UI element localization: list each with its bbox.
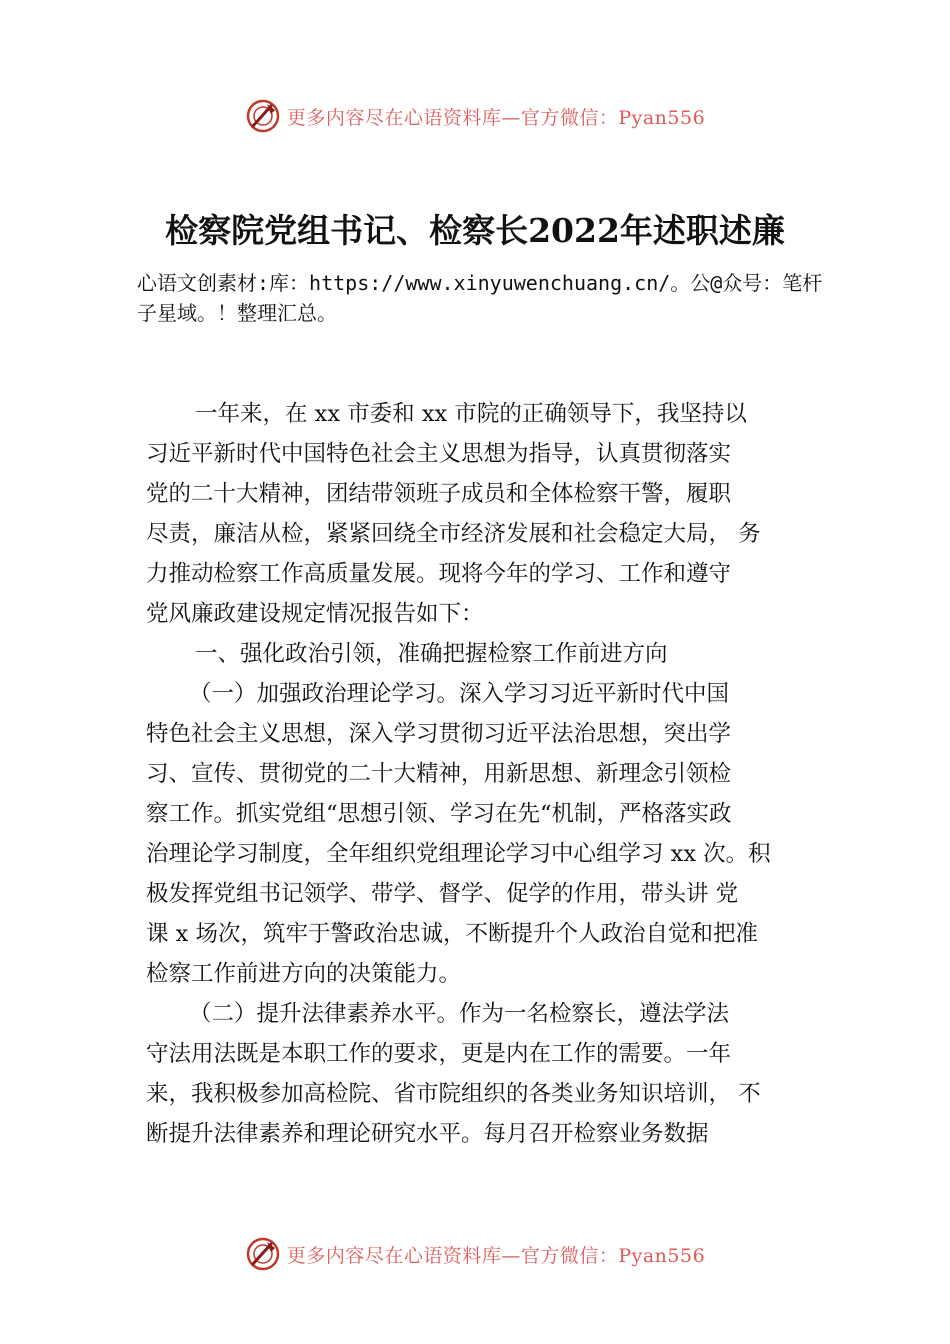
body-line: 察工作。抓实党组“思想引领、学习在先“机制，严格落实政 <box>146 801 732 827</box>
brand-logo-icon <box>245 1236 281 1272</box>
source-note: 心语文创素材:库：https://www.xinyuwenchuang.cn/。公@众号：笔杆子星域。！整理汇总。 <box>137 271 823 325</box>
body-line: 一年来，在 xx 市委和 xx 市院的正确领导下，我坚持以 <box>195 401 747 427</box>
header-banner <box>0 96 950 136</box>
body-line: 习近平新时代中国特色社会主义思想为指导，认真贯彻落实 <box>146 441 732 467</box>
banner-text: 更多内容尽在心语资料库—官方微信：Pyan556 <box>286 106 706 129</box>
body-line: 力推动检察工作高质量发展。现将今年的学习、工作和遵守 <box>146 561 732 587</box>
document-body <box>146 394 832 1154</box>
document-title: 检察院党组书记、检察长2022年述职述廉 <box>165 211 785 250</box>
body-line: 断提升法律素养和理论研究水平。每月召开检察业务数据 <box>146 1121 709 1147</box>
section-heading: 一、强化政治引领，准确把握检察工作前进方向 <box>195 641 668 667</box>
brand-logo-icon <box>245 98 281 134</box>
body-line: 治理论学习制度，全年组织党组理论学习中心组学习 xx 次。积 <box>146 841 771 867</box>
body-line: （一）加强政治理论学习。深入学习习近平新时代中国 <box>189 681 730 707</box>
body-line: （二）提升法律素养水平。作为一名检察长，遵法学法 <box>189 1001 730 1027</box>
body-line: 极发挥党组书记领学、带学、督学、促学的作用，带头讲 党 <box>146 881 739 907</box>
body-line: 检察工作前进方向的决策能力。 <box>146 961 462 987</box>
body-line: 党风廉政建设规定情况报告如下： <box>146 601 484 627</box>
body-line: 课 x 场次，筑牢于警政治忠诚，不断提升个人政治自觉和把准 <box>146 921 758 947</box>
body-line: 党的二十大精神，团结带领班子成员和全体检察干警，履职 <box>146 481 732 507</box>
body-line: 特色社会主义思想，深入学习贯彻习近平法治思想，突出学 <box>146 721 732 747</box>
body-line: 守法用法既是本职工作的要求，更是内在工作的需要。一年 <box>146 1041 732 1067</box>
body-line: 习、宣传、贯彻党的二十大精神，用新思想、新理念引领检 <box>146 761 732 787</box>
footer-banner <box>0 1234 950 1274</box>
body-line: 来，我积极参加高检院、省市院组织的各类业务知识培训， 不 <box>146 1081 761 1107</box>
banner-text: 更多内容尽在心语资料库—官方微信：Pyan556 <box>286 1244 706 1267</box>
body-line: 尽责，廉洁从检，紧紧回绕全市经济发展和社会稳定大局， 务 <box>146 521 761 547</box>
